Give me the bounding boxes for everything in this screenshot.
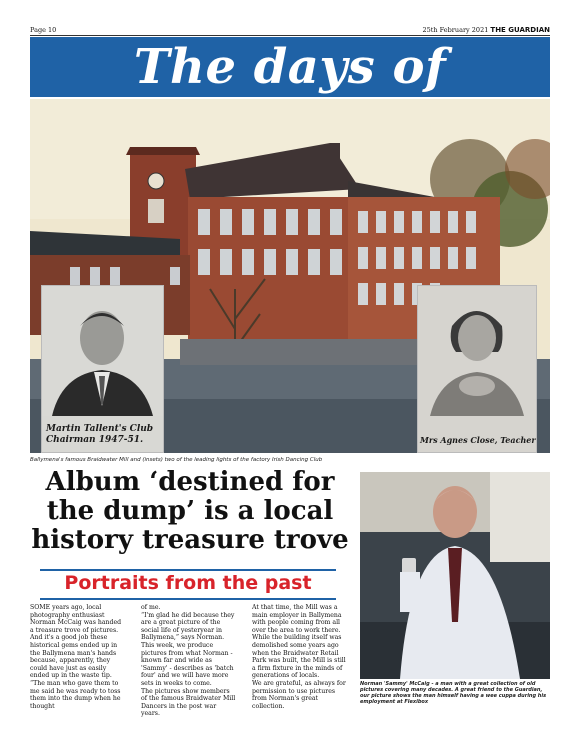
issue-date bbox=[422, 26, 550, 34]
paragraph: While the building itself was demolished some years ago when the Braidwater Retail Park was built, the Mill is still a firm fixture in the minds of generations of locals. bbox=[252, 634, 346, 680]
paragraph: of me. bbox=[141, 604, 161, 611]
page-number: Page 10 bbox=[30, 26, 57, 34]
date-text: 25th February 2021 bbox=[422, 26, 489, 34]
article-column-3 bbox=[252, 604, 348, 710]
norman-photo-caption: Norman 'Sammy' McCaig - a man with a great collection of old pictures covering many decades. A great friend to the Guardian, our picture shows the man himself having a wee cuppa during his employment at Flexibox bbox=[360, 681, 547, 705]
subhead-rule-bottom bbox=[40, 598, 336, 600]
inset-portrait-chairman bbox=[41, 285, 164, 453]
chairman-portrait-image bbox=[42, 286, 163, 416]
mill-photo bbox=[30, 99, 550, 453]
paragraph: The pictures show members of the famous Braidwater Mill Dancers in the post war years. bbox=[141, 687, 236, 718]
paragraph: SOME years ago, local photography enthusiast Norman McCaig was handed a treasure trove of pictures. bbox=[30, 604, 122, 634]
photo-caption: Ballymena's famous Braidwater Mill and (insets) two of the leading lights of the factory Irish Dancing Club bbox=[30, 457, 323, 463]
publication-name: THE GUARDIAN bbox=[490, 26, 550, 34]
article-column-2 bbox=[141, 604, 237, 718]
article-headline: Album ‘destined for the dump’ is a local history treasure trove bbox=[31, 467, 349, 555]
teacher-portrait-image bbox=[418, 286, 536, 416]
article-column-1 bbox=[30, 604, 126, 710]
norman-photo-image bbox=[360, 472, 550, 679]
subhead-rule-top bbox=[40, 569, 336, 571]
paragraph: We are grateful, as always for permission to use pictures from Norman's great collection. bbox=[252, 679, 346, 710]
banner-title: The days of bbox=[133, 39, 447, 95]
paragraph: This week, we produce pictures from what Norman - known far and wide as 'Sammy' - describes as 'batch four' and we will have more sets in weeks to come. bbox=[141, 641, 234, 687]
norman-photo bbox=[360, 472, 550, 679]
paragraph: At that time, the Mill was a main employer in Ballymena with people coming from all over the area to work there. bbox=[252, 604, 342, 634]
inset-portrait-teacher bbox=[417, 285, 537, 453]
article-subhead: Portraits from the past bbox=[64, 572, 312, 594]
paragraph: And it's a good job these historical gems ended up in the Ballymena man's hands because, apparently, they could have just as easily ended up in the waste tip. bbox=[30, 634, 118, 680]
chairman-caption: Martin Tallent's Club Chairman 1947-51. bbox=[46, 424, 154, 445]
teacher-caption: Mrs Agnes Close, Teacher bbox=[420, 435, 536, 445]
paragraph: “I'm glad he did because they are a great picture of the social life of yesteryear in Ballymena,” says Norman. bbox=[141, 611, 235, 642]
title-banner bbox=[30, 37, 550, 97]
paragraph: “The man who gave them to me said he was ready to toss them into the dump when he thought bbox=[30, 679, 121, 710]
header-rule bbox=[30, 35, 550, 36]
